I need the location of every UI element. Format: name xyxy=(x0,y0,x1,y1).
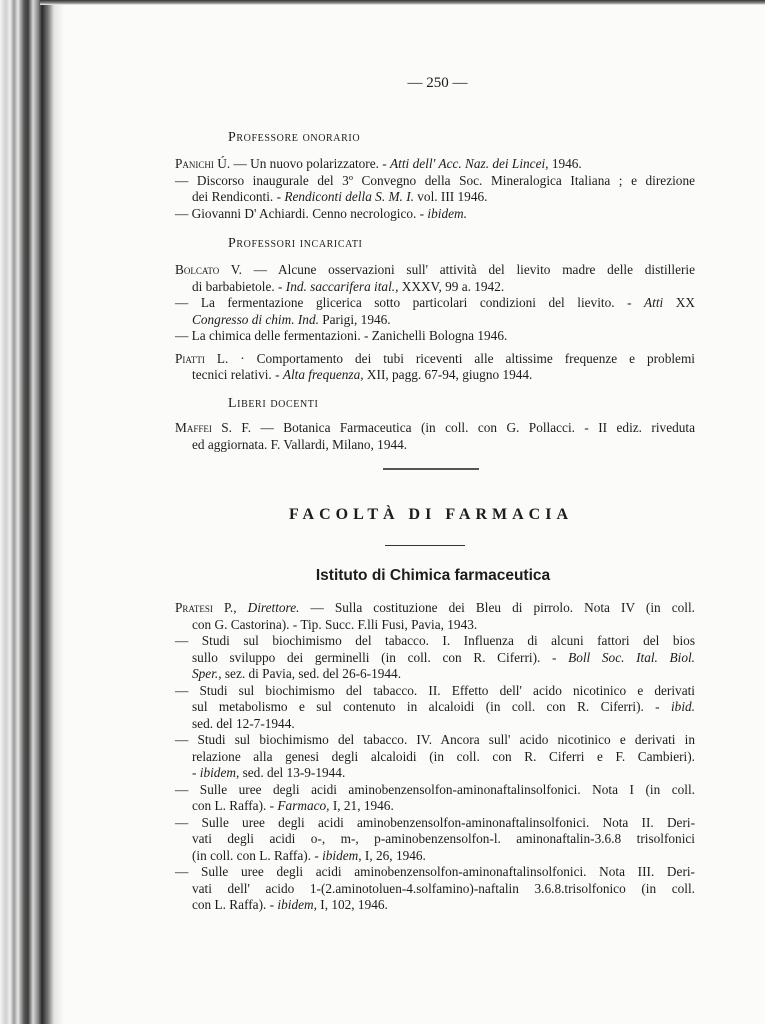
entry-text: — Studi sul biochimismo del tabacco. IV. Ancora sull' acido nicotinico e derivati in xyxy=(175,732,695,747)
entry-line xyxy=(175,189,695,206)
entry-line xyxy=(175,897,695,914)
bibliography-entry xyxy=(175,206,695,223)
heading-liberi-docenti: Liberi docenti xyxy=(228,396,319,411)
publication-title: Congresso di chim. Ind. xyxy=(192,311,319,327)
entry-text: sullo sviluppo dei germinelli (in coll. con R. Ciferri). - xyxy=(192,649,569,665)
entry-text: sul metabolismo e sul contenuto in alcaloidi (in coll. con R. Ciferri). - xyxy=(192,699,671,714)
entry-text: sed. del 12-7-1944. xyxy=(192,715,295,731)
entry-text: 1946. xyxy=(548,156,582,171)
author-name: Pratesi xyxy=(175,600,213,615)
entry-line xyxy=(175,600,695,617)
entry-text: — Sulle uree degli acidi aminobenzensolfon-aminonaftalinsolfonici. Nota I (in coll. xyxy=(175,781,695,797)
entry-line xyxy=(175,765,695,782)
bibliography-entry xyxy=(175,295,695,328)
entry-text: — Sulle uree degli acidi aminobenzensolfon-aminonaftalinsolfonici. Nota II. Deri- xyxy=(175,814,695,830)
entry-line xyxy=(175,328,695,345)
entry-text: XII, pagg. 67-94, giugno 1944. xyxy=(363,367,533,382)
entry-text: sez. di Pavia, sed. del 26-6-1944. xyxy=(221,666,402,681)
author-name: Bolcato xyxy=(175,262,220,277)
entry-text: di barbabietole. - xyxy=(192,278,286,294)
entry-line xyxy=(175,831,695,848)
bibliography-entry xyxy=(175,815,695,865)
entry-line xyxy=(175,666,695,683)
entry-text: tecnici relativi. - xyxy=(192,367,283,382)
bibliography-entry xyxy=(175,156,695,173)
entries-professore-onorario xyxy=(175,156,695,222)
author-name: Maffei xyxy=(175,420,212,435)
entry-text: (in coll. con L. Raffa). - xyxy=(192,847,323,863)
entry-text: vati dell' acido 1-(2.aminotoluen-4.solfamino)-naftalin 3.6.8.trisolfonico (in coll. xyxy=(192,880,695,896)
author-name: Panichi xyxy=(175,156,214,171)
entry-text: con G. Castorina). - Tip. Succ. F.lli Fusi, Pavia, 1943. xyxy=(192,616,478,632)
entry-text: — Giovanni D' Achiardi. Cenno necrologico. - xyxy=(175,205,428,221)
bibliography-entry xyxy=(175,732,695,782)
bibliography-entry xyxy=(175,351,695,384)
bibliography-entry xyxy=(175,864,695,914)
page-number: — 250 — xyxy=(407,75,468,91)
entry-text: XX xyxy=(663,295,696,310)
publication-title: Alta frequenza, xyxy=(282,367,364,382)
publication-title: Farmaco, xyxy=(277,798,330,813)
author-name: Piatti xyxy=(175,350,205,366)
entry-text: — Studi sul biochimismo del tabacco. II. Effetto dell' acido nicotinico e derivati xyxy=(175,682,695,698)
entry-line xyxy=(175,633,695,650)
publication-title: Ind. saccarifera ital., xyxy=(285,278,399,294)
entry-text: — Discorso inaugurale del 3º Convegno della Soc. Mineralogica Italiana ; e direzione xyxy=(175,172,695,188)
entries-liberi-docenti xyxy=(175,420,695,453)
entry-text: V. — Alcune osservazioni sull' attività del lievito madre delle distillerie xyxy=(219,262,695,277)
entry-line xyxy=(175,295,695,312)
title-divider xyxy=(385,545,465,546)
entry-text: — La fermentazione glicerica sotto particolari condizioni del lievito. - xyxy=(175,295,645,310)
entry-text: — Sulle uree degli acidi aminobenzensolfon-aminonaftalinsolfonici. Nota III. Deri- xyxy=(175,864,695,879)
bibliography-entry xyxy=(175,262,695,295)
entry-line xyxy=(175,279,695,296)
bibliography-entry xyxy=(175,420,695,453)
entry-text: I, 102, 1946. xyxy=(316,897,388,912)
entry-line xyxy=(175,881,695,898)
publication-title: ibidem, xyxy=(199,765,240,780)
entry-text: - xyxy=(192,765,200,780)
entry-line xyxy=(175,864,695,881)
entry-line xyxy=(175,367,695,384)
entry-text: — La chimica delle fermentazioni. - Zanichelli Bologna 1946. xyxy=(175,328,508,343)
entry-text: S. F. — Botanica Farmaceutica (in coll. con G. Pollacci. - II ediz. riveduta xyxy=(211,420,695,435)
entry-line xyxy=(175,173,695,190)
entry-text: ed aggiornata. F. Vallardi, Milano, 1944. xyxy=(192,436,408,452)
heading-professore-onorario: Professore onorario xyxy=(228,130,361,145)
entry-line xyxy=(175,848,695,865)
entry-line xyxy=(175,262,695,279)
entry-text: I, 26, 1946. xyxy=(361,847,426,863)
entry-text: vol. III 1946. xyxy=(413,189,488,204)
entries-istituto xyxy=(175,600,695,914)
entry-text: con L. Raffa). - xyxy=(192,897,278,912)
entry-line xyxy=(175,650,695,667)
entry-line xyxy=(175,156,695,173)
entry-text: Ú. — Un nuovo polarizzatore. - xyxy=(213,156,391,171)
entry-text: dei Rendiconti. - xyxy=(192,189,285,204)
bibliography-entry xyxy=(175,600,695,633)
bibliography-entry xyxy=(175,173,695,206)
publication-title: Direttore. xyxy=(247,600,300,615)
publication-title: ibidem, xyxy=(322,847,362,863)
entry-text: — Studi sul biochimismo del tabacco. I. Influenza di alcuni fattori del bios xyxy=(175,633,695,648)
publication-title: Boll Soc. Ital. Biol. xyxy=(568,649,695,665)
entry-line xyxy=(175,798,695,815)
entry-text: Parigi, 1946. xyxy=(318,311,391,327)
entry-line xyxy=(175,312,695,329)
entry-line xyxy=(175,351,695,368)
entry-line xyxy=(175,732,695,749)
publication-title: Atti dell' Acc. Naz. dei Lincei, xyxy=(390,156,549,171)
publication-title: ibidem, xyxy=(277,897,317,912)
entry-text: vati degli acidi o-, m-, p-aminobenzensolfon-l. aminonaftalin-3.6.8 trisolfonici xyxy=(192,831,695,846)
entry-line xyxy=(175,617,695,634)
entries-professori-incaricati xyxy=(175,262,695,384)
publication-title: ibidem. xyxy=(427,205,467,221)
entry-line xyxy=(175,683,695,700)
entry-text: XXXV, 99 a. 1942. xyxy=(398,278,505,294)
entry-line xyxy=(175,206,695,223)
entry-line xyxy=(175,699,695,716)
bibliography-entry xyxy=(175,328,695,345)
entry-line xyxy=(175,815,695,832)
entry-text: sed. del 13-9-1944. xyxy=(239,765,346,780)
bibliography-entry xyxy=(175,633,695,683)
publication-title: Rendiconti della S. M. I. xyxy=(284,189,414,204)
entry-line xyxy=(175,749,695,766)
entry-line xyxy=(175,782,695,799)
heading-professori-incaricati: Professori incaricati xyxy=(228,236,363,251)
entry-text: — Sulla costituzione dei Bleu di pirrolo. Nota IV (in coll. xyxy=(299,600,695,615)
entry-line xyxy=(175,437,695,454)
entry-text: I, 21, 1946. xyxy=(329,798,394,813)
entry-text: con L. Raffa). - xyxy=(192,798,278,813)
section-divider xyxy=(383,468,479,470)
bibliography-entry xyxy=(175,683,695,733)
entry-line xyxy=(175,716,695,733)
entry-text: relazione alla genesi degli alcaloidi (in coll. con R. Ciferri e F. Cambieri). xyxy=(192,748,695,764)
entry-text: P., xyxy=(212,600,248,615)
faculty-title: FACOLTÀ DI FARMACIA xyxy=(288,506,574,523)
bibliography-entry xyxy=(175,782,695,815)
entry-line xyxy=(175,420,695,437)
entry-text: L. · Comportamento dei tubi riceventi alle altissime frequenze e problemi xyxy=(204,350,695,366)
institute-title: Istituto di Chimica farmaceutica xyxy=(315,567,551,584)
scan-top-border xyxy=(40,0,765,5)
publication-title: Atti xyxy=(644,295,664,310)
publication-title: Sper., xyxy=(192,666,222,681)
publication-title: ibid. xyxy=(670,699,695,714)
